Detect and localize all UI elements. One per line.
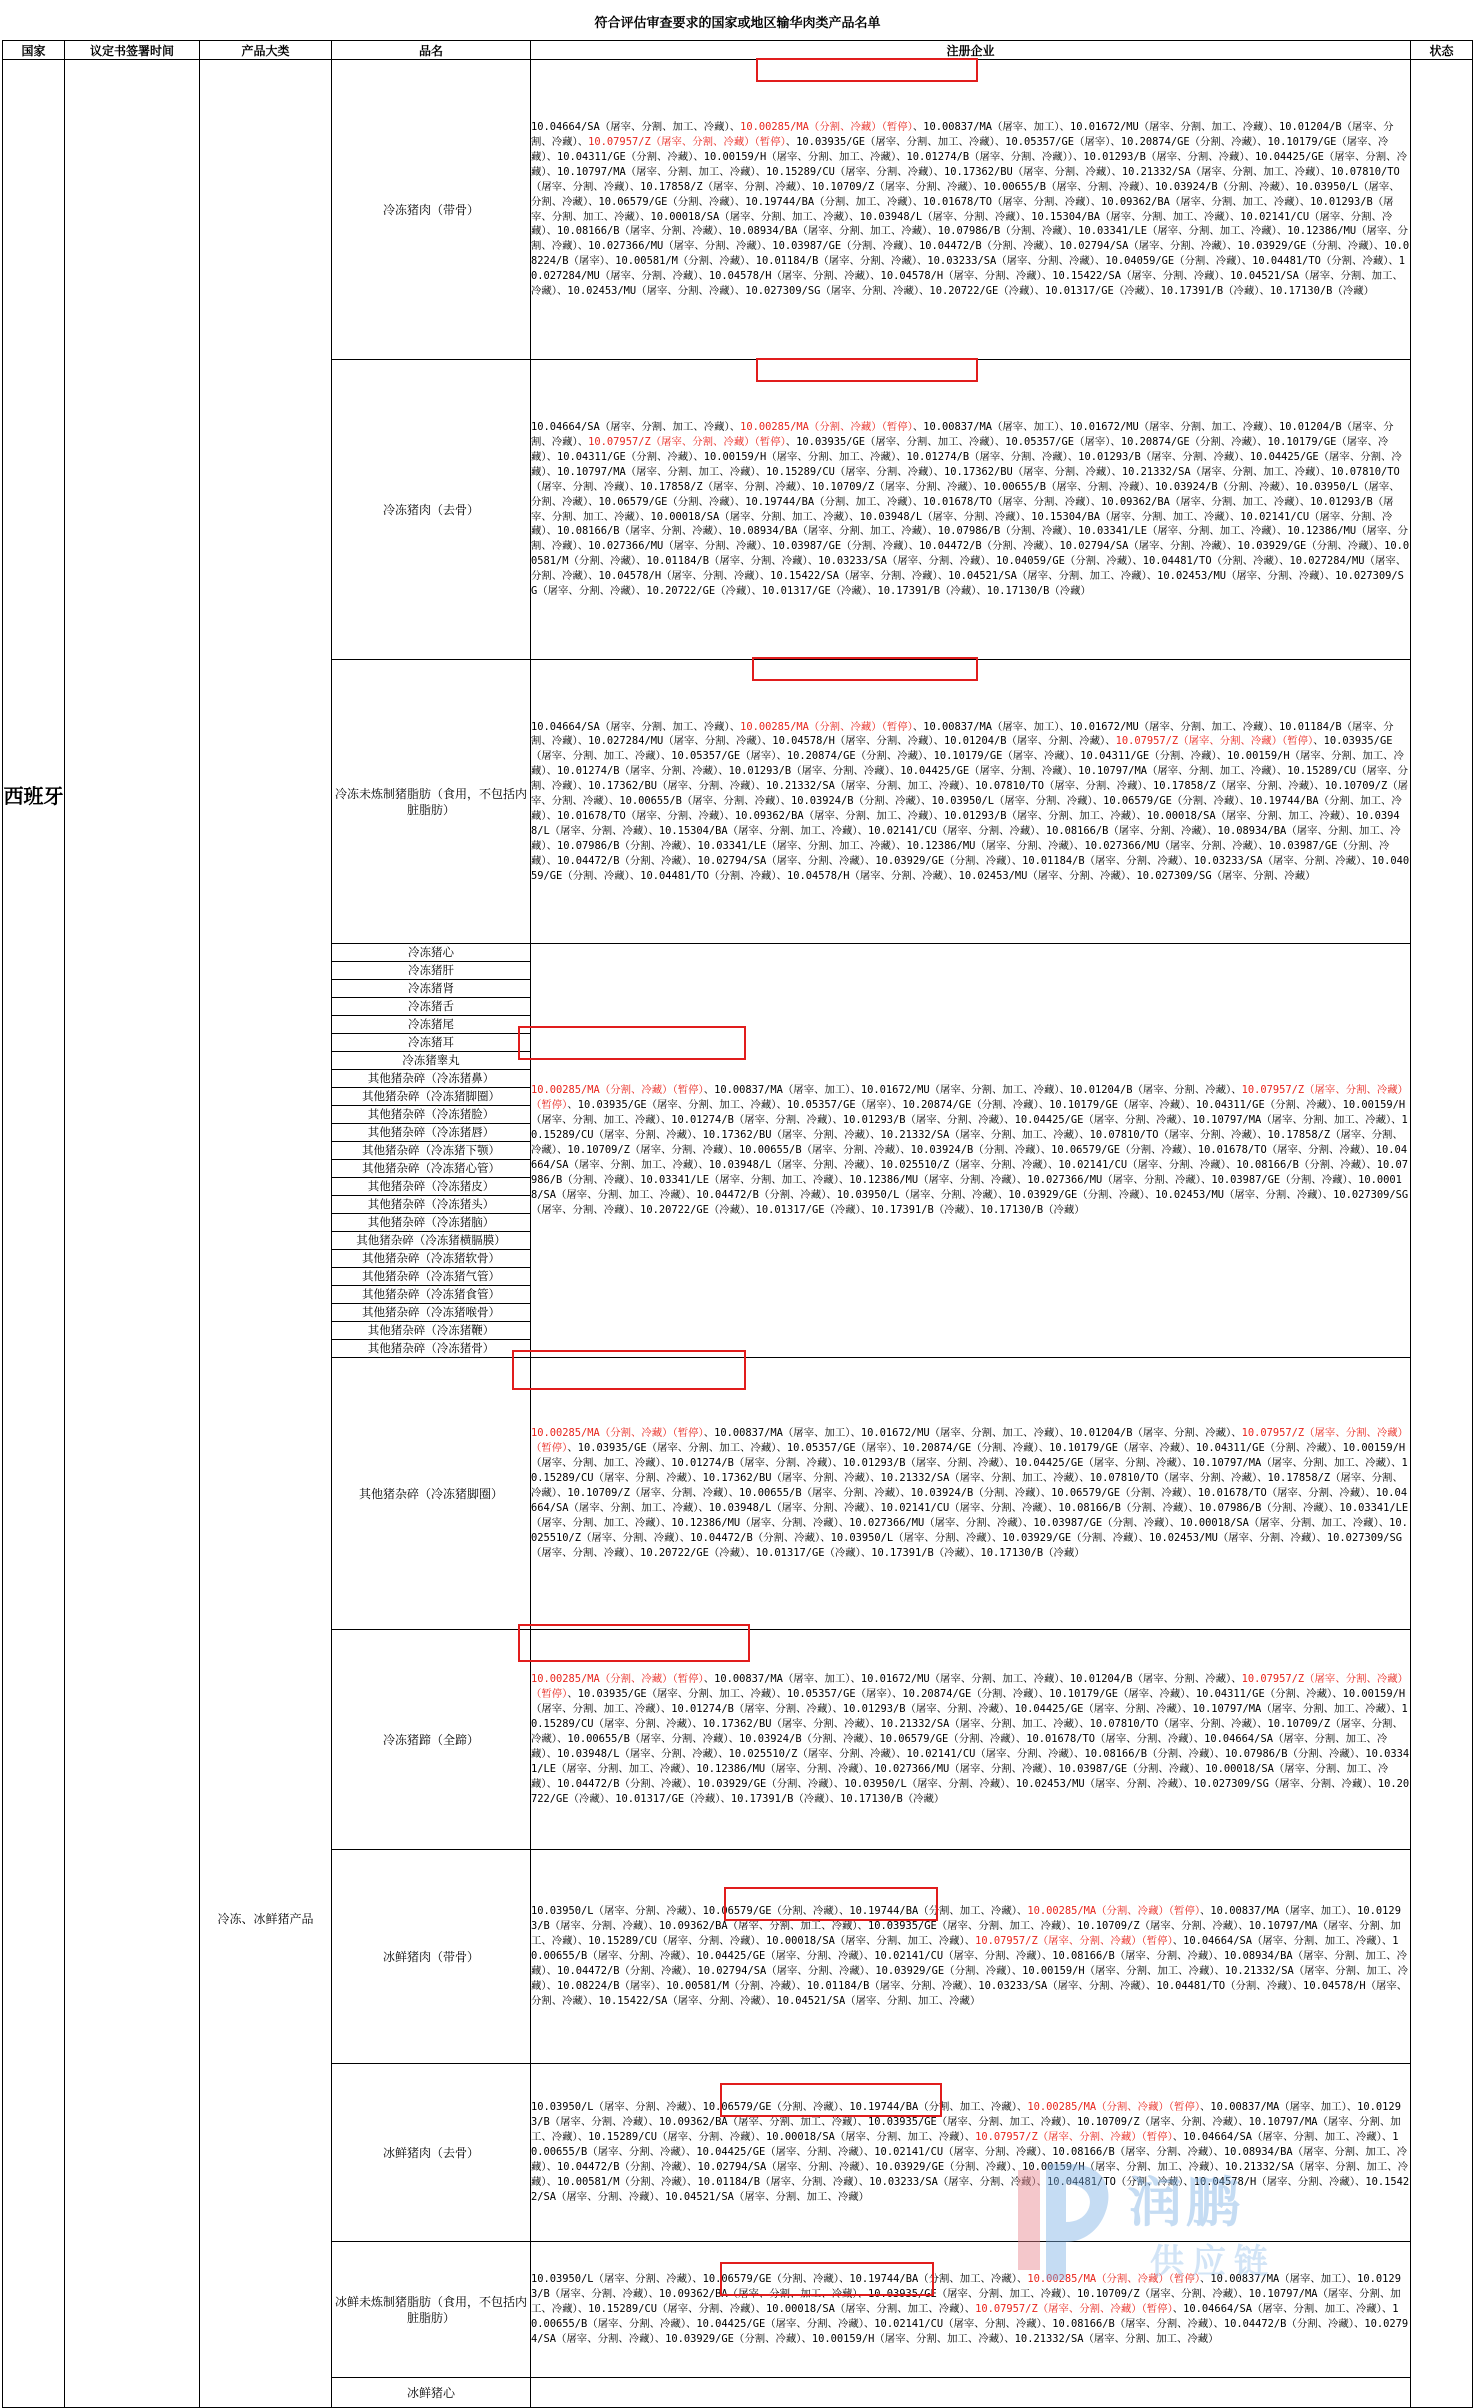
product-name-cell: 其他猪杂碎（冷冻猪唇） [332, 1124, 531, 1142]
enterprise-text: 、10.03935/GE（屠宰、分割、加工、冷藏）、10.05357/GE（屠宰）、10.20874/GE（分割、冷藏）、10.10179/GE（屠宰、冷藏）、10.04311/GE（分割、冷藏）、10.00159/H（屠宰、分割、加工、冷藏）、10.01274/B（屠宰、分割、冷藏）、10.01293/B（屠宰、分割、冷藏）、10.04425/GE（屠宰、分割、冷藏）、10.10797/MA（屠宰、分割、加工、冷藏）、10.15289/CU（屠宰、分割、冷藏）、10.17362/BU（屠宰、分割、冷藏）、10.21332/SA（屠宰、分割、加工、冷藏）、10.07810/TO（屠宰、分割、冷藏）、10.10709/Z（屠宰、分割、冷藏）、10.00655/B（屠宰、分割、冷藏）、10.03924/B（分割、冷藏）、10.06579/GE（分割、冷藏）、10.01678/TO（屠宰、分割、冷藏）、10.04664/SA（屠宰、分割、加工、冷藏）、10.03948/L（屠宰、分割、冷藏）、10.025510/Z（屠宰、分割、冷藏）、10.02141/CU（屠宰、分割、冷藏）、10.08166/B（分割、冷藏）、10.07986/B（分割、冷藏）、10.03341/LE（屠宰、分割、加工、冷藏）、10.12386/MU（屠宰、分割、冷藏）、10.027366/MU（屠宰、分割、冷藏）、10.03987/GE（分割、冷藏）、10.00018/SA（屠宰、分割、加工、冷藏）、10.04472/B（分割、冷藏）、10.03929/GE（分割、冷藏）、10.03950/L（屠宰、分割、冷藏）、10.02453/MU（屠宰、分割、冷藏）、10.027309/SG（屠宰、分割、冷藏）、10.20722/GE（冷藏）、10.01317/GE（冷藏）、10.17391/B（冷藏）、10.17130/B（冷藏） [531, 1688, 1410, 1805]
product-name-cell: 其他猪杂碎（冷冻猪脑） [332, 1214, 531, 1232]
suspended-enterprise-text: 10.00285/MA（分割、冷藏）（暂停） [531, 1084, 704, 1097]
product-name-cell: 其他猪杂碎（冷冻猪横膈膜） [332, 1232, 531, 1250]
product-name-cell: 冷冻猪睾丸 [332, 1052, 531, 1070]
enterprise-text: 、10.00837/MA（屠宰、加工）、10.01672/MU（屠宰、分割、加工、冷藏）、10.01204/B（屠宰、分割、冷藏）、 [703, 1673, 1242, 1686]
product-name-cell: 其他猪杂碎（冷冻猪软骨） [332, 1250, 531, 1268]
status-cell [1411, 60, 1473, 2408]
enterprise-text: 、10.03935/GE（屠宰、分割、加工、冷藏）、10.05357/GE（屠宰）、10.20874/GE（分割、冷藏）、10.10179/GE（屠宰、冷藏）、10.04311/GE（分割、冷藏）、10.00159/H（屠宰、分割、加工、冷藏）、10.01274/B（屠宰、分割、冷藏））、10.01293/B（屠宰、分割、冷藏）、10.04425/GE（屠宰、分割、冷藏）、10.10797/MA（屠宰、分割、加工、冷藏）、10.15289/CU（屠宰、分割、冷藏）、10.17362/BU（屠宰、分割、冷藏）、10.21332/SA（屠宰、分割、加工、冷藏）、10.07810/TO（屠宰、分割、冷藏）、10.17858/Z（屠宰、分割、冷藏）、10.10709/Z（屠宰、分割、冷藏）、10.00655/B（屠宰、分割、冷藏）、10.03924/B（分割、冷藏）、10.03950/L（屠宰、分割、冷藏）、10.06579/GE（分割、冷藏）、10.19744/BA（分割、加工、冷藏）、10.01678/TO（屠宰、分割、冷藏）、10.09362/BA（屠宰、分割、加工、冷藏）、10.01293/B（屠宰、分割、加工、冷藏）、10.00018/SA（屠宰、分割、加工、冷藏）、10.03948/L（屠宰、分割、冷藏）、10.15304/BA（屠宰、分割、加工、冷藏）、10.02141/CU（屠宰、分割、冷藏）、10.08166/B（屠宰、分割、冷藏）、10.08934/BA（屠宰、分割、加工、冷藏）、10.07986/B（分割、冷藏）、10.03341/LE（屠宰、分割、加工、冷藏）、10.12386/MU（屠宰、分割、冷藏）、10.027366/MU（屠宰、分割、冷藏）、10.03987/GE（分割、冷藏）、10.04472/B（分割、冷藏）、10.02794/SA（屠宰、分割、冷藏）、10.03929/GE（分割、冷藏）、10.08224/B（屠宰）、10.00581/M（分割、冷藏）、10.01184/B（屠宰、分割、冷藏）、10.03233/SA（屠宰、分割、冷藏）、10.04059/GE（分割、冷藏）、10.04481/TO（分割、冷藏）、10.027284/MU（屠宰、分割、冷藏）、10.04578/H（屠宰、分割、冷藏）、10.04578/H（屠宰、分割、冷藏）、10.15422/SA（屠宰、分割、冷藏）、10.04521/SA（屠宰、分割、加工、冷藏）、10.02453/MU（屠宰、分割、冷藏）、10.027309/SG（屠宰、分割、冷藏）、10.20722/GE（冷藏）、10.01317/GE（冷藏）、10.17391/B（冷藏）、10.17130/B（冷藏） [531, 135, 1410, 298]
enterprise-text: 、10.00837/MA（屠宰、加工）、10.01672/MU（屠宰、分割、加工、冷藏）、10.01204/B（屠宰、分割、冷藏）、 [703, 1427, 1242, 1440]
product-name-cell: 其他猪杂碎（冷冻猪食管） [332, 1286, 531, 1304]
header-country: 国家 [3, 41, 65, 60]
product-name-cell: 冷冻猪肉（去骨） [332, 360, 531, 660]
suspended-enterprise-text: 10.07957/Z（屠宰、分割、冷藏）（暂停） [531, 1427, 1409, 1455]
suspended-enterprise-text: 10.07957/Z（屠宰、分割、冷藏）（暂停） [975, 2303, 1173, 2316]
enterprise-text: 、10.00837/MA（屠宰、加工）、10.01672/MU（屠宰、分割、加工、冷藏）、10.01204/B（屠宰、分割、冷藏）、 [531, 421, 1394, 448]
enterprise-list-cell [531, 1358, 1411, 1630]
suspended-enterprise-text: 10.07957/Z（屠宰、分割、冷藏）（暂停） [531, 1673, 1409, 1701]
enterprise-text: 10.04664/SA（屠宰、分割、加工、冷藏）、 [531, 720, 741, 733]
enterprise-text: 、10.03935/GE（屠宰、分割、加工、冷藏）、10.05357/GE（屠宰）、10.20874/GE（分割、冷藏）、10.10179/GE（屠宰、冷藏）、10.04311/GE（分割、冷藏）、10.00159/H（屠宰、分割、加工、冷藏）、10.01274/B（屠宰、分割、冷藏）、10.01293/B（屠宰、分割、冷藏）、10.04425/GE（屠宰、分割、冷藏）、10.10797/MA（屠宰、分割、加工、冷藏）、10.15289/CU（屠宰、分割、冷藏）、10.17362/BU（屠宰、分割、冷藏）、10.21332/SA（屠宰、分割、加工、冷藏）、10.07810/TO（屠宰、分割、冷藏）、10.17858/Z（屠宰、分割、冷藏）、10.10709/Z（屠宰、分割、冷藏）、10.00655/B（屠宰、分割、冷藏）、10.03924/B（分割、冷藏）、10.03950/L（屠宰、分割、冷藏）、10.06579/GE（分割、冷藏）、10.19744/BA（分割、加工、冷藏）、10.01678/TO（屠宰、分割、冷藏）、10.09362/BA（屠宰、分割、加工、冷藏）、10.01293/B（屠宰、分割、加工、冷藏）、10.00018/SA（屠宰、分割、加工、冷藏）、10.03948/L（屠宰、分割、冷藏）、10.15304/BA（屠宰、分割、加工、冷藏）、10.02141/CU（屠宰、分割、冷藏）、10.08166/B（屠宰、分割、冷藏）、10.08934/BA（屠宰、分割、加工、冷藏）、10.07986/B（分割、冷藏）、10.03341/LE（屠宰、分割、加工、冷藏）、10.12386/MU（屠宰、分割、冷藏）、10.027366/MU（屠宰、分割、冷藏）、10.03987/GE（分割、冷藏）、10.04472/B（分割、冷藏）、10.02794/SA（屠宰、分割、冷藏）、10.03929/GE（分割、冷藏）、10.00581/M（分割、冷藏）、10.01184/B（屠宰、分割、冷藏）、10.03233/SA（屠宰、分割、冷藏）、10.04059/GE（分割、冷藏）、10.04481/TO（分割、冷藏）、10.027284/MU（屠宰、分割、冷藏）、10.04578/H（屠宰、分割、冷藏）、10.15422/SA（屠宰、分割、冷藏）、10.04521/SA（屠宰、分割、加工、冷藏）、10.02453/MU（屠宰、分割、冷藏）、10.027309/SG（屠宰、分割、冷藏）、10.20722/GE（冷藏）、10.01317/GE（冷藏）、10.17391/B（冷藏）、10.17130/B（冷藏） [531, 435, 1410, 598]
enterprise-text: 、10.00837/MA（屠宰、加工）、10.01672/MU（屠宰、分割、加工、冷藏）、10.01184/B（屠宰、分割、冷藏）、10.027284/MU（屠宰、分割、冷藏）、10.04578/H（屠宰、分割、冷藏）、10.01204/B（屠宰、分割、冷藏）、 [531, 720, 1394, 748]
category-cell: 冷冻、冰鲜猪产品 [200, 60, 332, 2408]
table-row [3, 60, 1473, 360]
watermark-text: 润鹏 [1128, 2171, 1244, 2234]
enterprise-text: 、10.04664/SA（屠宰、分割、加工、冷藏）、10.00655/B（屠宰、分割、冷藏）、10.04425/GE（屠宰、分割、冷藏）、10.02141/CU（屠宰、分割、冷藏）、10.08166/B（屠宰、分割、冷藏）、10.04472/B（分割、冷藏）、10.02794/SA（屠宰、分割、冷藏）、10.03929/GE（分割、冷藏）、10.00159/H（屠宰、分割、加工、冷藏）、10.21332/SA（屠宰、分割、加工、冷藏） [531, 2303, 1409, 2345]
suspended-enterprise-text: 10.07957/Z（屠宰、分割、冷藏）（暂停） [1115, 735, 1314, 748]
suspended-enterprise-text: 10.00285/MA（分割、冷藏）（暂停） [1027, 2273, 1201, 2286]
enterprise-text: 10.03950/L（屠宰、分割、冷藏）、10.06579/GE（分割、冷藏）、10.19744/BA（分割、加工、冷藏）、 [531, 2273, 1028, 2286]
table-header-row [3, 41, 1473, 60]
suspended-enterprise-text: 10.00285/MA（分割、冷藏）（暂停） [531, 1427, 704, 1440]
product-name-cell: 其他猪杂碎（冷冻猪喉骨） [332, 1304, 531, 1322]
product-name-cell: 其他猪杂碎（冷冻猪鼻） [332, 1070, 531, 1088]
product-name-cell: 其他猪杂碎（冷冻猪皮） [332, 1178, 531, 1196]
product-name-cell: 其他猪杂碎（冷冻猪骨） [332, 1340, 531, 1358]
suspended-enterprise-text: 10.07957/Z（屠宰、分割、冷藏）（暂停） [975, 1935, 1173, 1948]
enterprise-text: 、10.00837/MA（屠宰、加工）、10.01672/MU（屠宰、分割、加工、冷藏）、10.01204/B（屠宰、分割、冷藏）、 [531, 121, 1394, 148]
suspended-enterprise-text: 10.00285/MA（分割、冷藏）（暂停） [740, 720, 913, 733]
product-name-cell: 冷冻猪心 [332, 944, 531, 962]
product-name-cell: 冰鲜猪心 [332, 2378, 531, 2408]
enterprise-text: 10.04664/SA（屠宰、分割、加工、冷藏）、 [531, 121, 741, 134]
product-name-cell: 冷冻猪肾 [332, 980, 531, 998]
product-name-cell: 其他猪杂碎（冷冻猪脸） [332, 1106, 531, 1124]
document-title: 符合评估审查要求的国家或地区输华肉类产品名单 [594, 16, 881, 31]
enterprise-text: 、10.03935/GE（屠宰、分割、加工、冷藏）、10.05357/GE（屠宰）、10.20874/GE（分割、冷藏）、10.10179/GE（屠宰、冷藏）、10.04311/GE（分割、冷藏）、10.00159/H（屠宰、分割、加工、冷藏）、10.01274/B（屠宰、分割、冷藏）、10.01293/B（屠宰、分割、冷藏）、10.04425/GE（屠宰、分割、冷藏）、10.10797/MA（屠宰、分割、加工、冷藏）、10.15289/CU（屠宰、分割、冷藏）、10.17362/BU（屠宰、分割、冷藏）、10.21332/SA（屠宰、分割、加工、冷藏）、10.07810/TO（屠宰、分割、冷藏）、10.17858/Z（屠宰、分割、冷藏）、10.10709/Z（屠宰、分割、冷藏）、10.00655/B（屠宰、分割、冷藏）、10.03924/B（分割、冷藏）、10.03950/L（屠宰、分割、冷藏）、10.06579/GE（分割、冷藏）、10.19744/BA（分割、加工、冷藏）、10.01678/TO（屠宰、分割、冷藏）、10.09362/BA（屠宰、分割、加工、冷藏）、10.01293/B（屠宰、分割、加工、冷藏）、10.00018/SA（屠宰、分割、加工、冷藏）、10.03948/L（屠宰、分割、冷藏）、10.15304/BA（屠宰、分割、加工、冷藏）、10.02141/CU（屠宰、分割、冷藏）、10.08166/B（屠宰、分割、冷藏）、10.08934/BA（屠宰、分割、加工、冷藏）、10.07986/B（分割、冷藏）、10.03341/LE（屠宰、分割、加工、冷藏）、10.12386/MU（屠宰、分割、冷藏）、10.027366/MU（屠宰、分割、冷藏）、10.03987/GE（分割、冷藏）、10.04472/B（分割、冷藏）、10.02794/SA（屠宰、分割、冷藏）、10.03929/GE（分割、冷藏）、10.01184/B（屠宰、分割、冷藏）、10.03233/SA（屠宰、分割、冷藏）、10.04059/GE（分割、冷藏）、10.04481/TO（分割、冷藏）、10.04578/H（屠宰、分割、冷藏）、10.02453/MU（屠宰、分割、冷藏）、10.027309/SG（屠宰、分割、冷藏） [531, 735, 1410, 882]
product-name-cell: 其他猪杂碎（冷冻猪脚圈） [332, 1088, 531, 1106]
product-name-cell: 冷冻猪肝 [332, 962, 531, 980]
product-name-cell: 其他猪杂碎（冷冻猪脚圈） [332, 1358, 531, 1630]
header-product-name: 品名 [332, 41, 531, 60]
enterprise-text: 、10.00837/MA（屠宰、加工）、10.01293/B（屠宰、分割、冷藏）、10.09362/BA（屠宰、分割、加工、冷藏）、10.03935/GE（屠宰、分割、加工、冷藏）、10.10709/Z（屠宰、分割、冷藏）、10.10797/MA（屠宰、分割、加工、冷藏）、10.15289/CU（屠宰、分割、冷藏）、10.00018/SA（屠宰、分割、加工、冷藏）、 [531, 1905, 1401, 1948]
enterprise-list-cell [531, 2378, 1411, 2408]
enterprise-list-cell [531, 660, 1411, 944]
enterprise-text: 、10.00837/MA（屠宰、加工）、10.01293/B（屠宰、分割、冷藏）、10.09362/BA（屠宰、分割、加工、冷藏）、10.03935/GE（屠宰、分割、加工、冷藏）、10.10709/Z（屠宰、分割、冷藏）、10.10797/MA（屠宰、分割、加工、冷藏）、10.15289/CU（屠宰、分割、冷藏）、10.00018/SA（屠宰、分割、加工、冷藏）、 [531, 2101, 1401, 2144]
product-name-cell: 冷冻猪舌 [332, 998, 531, 1016]
suspended-enterprise-text: 10.00285/MA（分割、冷藏）（暂停） [531, 1673, 704, 1686]
enterprise-list-cell [531, 360, 1411, 660]
enterprise-text: 、10.00837/MA（屠宰、加工）、10.01672/MU（屠宰、分割、加工、冷藏）、10.01204/B（屠宰、分割、冷藏）、 [703, 1084, 1242, 1097]
header-status: 状态 [1411, 41, 1473, 60]
product-name-cell: 冰鲜未炼制猪脂肪（食用，不包括内脏脂肪） [332, 2242, 531, 2378]
enterprise-text: 、10.03935/GE（屠宰、分割、加工、冷藏）、10.05357/GE（屠宰）、10.20874/GE（分割、冷藏）、10.10179/GE（屠宰、冷藏）、10.04311/GE（分割、冷藏）、10.00159/H（屠宰、分割、加工、冷藏）、10.01274/B（屠宰、分割、冷藏）、10.01293/B（屠宰、分割、冷藏）、10.04425/GE（屠宰、分割、冷藏）、10.10797/MA（屠宰、分割、加工、冷藏）、10.15289/CU（屠宰、分割、冷藏）、10.17362/BU（屠宰、分割、冷藏）、10.21332/SA（屠宰、分割、加工、冷藏）、10.07810/TO（屠宰、分割、冷藏）、10.17858/Z（屠宰、分割、冷藏）、10.10709/Z（屠宰、分割、冷藏）、10.00655/B（屠宰、分割、冷藏）、10.03924/B（分割、冷藏）、10.06579/GE（分割、冷藏）、10.01678/TO（屠宰、分割、冷藏）、10.04664/SA（屠宰、分割、加工、冷藏）、10.03948/L（屠宰、分割、冷藏）、10.025510/Z（屠宰、分割、冷藏）、10.02141/CU（屠宰、分割、冷藏）、10.08166/B（分割、冷藏）、10.07986/B（分割、冷藏）、10.03341/LE（屠宰、分割、加工、冷藏）、10.12386/MU（屠宰、分割、冷藏）、10.027366/MU（屠宰、分割、冷藏）、10.03987/GE（分割、冷藏）、10.00018/SA（屠宰、分割、加工、冷藏）、10.04472/B（分割、冷藏）、10.03950/L（屠宰、分割、冷藏）、10.03929/GE（分割、冷藏）、10.02453/MU（屠宰、分割、冷藏）、10.027309/SG（屠宰、分割、冷藏）、10.20722/GE（冷藏）、10.01317/GE（冷藏）、10.17391/B（冷藏）、10.17130/B（冷藏） [531, 1099, 1409, 1216]
suspended-enterprise-text: 10.00285/MA（分割、冷藏）（暂停） [1027, 2101, 1201, 2114]
enterprise-text: 、10.00837/MA（屠宰、加工）、10.01293/B（屠宰、分割、冷藏）、10.09362/BA（屠宰、分割、加工、冷藏）、10.03935/GE（屠宰、分割、加工、冷藏）、10.10709/Z（屠宰、分割、冷藏）、10.10797/MA（屠宰、分割、加工、冷藏）、10.15289/CU（屠宰、分割、冷藏）、10.00018/SA（屠宰、分割、加工、冷藏）、 [531, 2273, 1401, 2316]
enterprise-text: 、10.04664/SA（屠宰、分割、加工、冷藏）、10.00655/B（屠宰、分割、冷藏）、10.04425/GE（屠宰、分割、冷藏）、10.02141/CU（屠宰、分割、冷藏）、10.08166/B（屠宰、分割、冷藏）、10.08934/BA（屠宰、分割、加工、冷藏）、10.04472/B（分割、冷藏）、10.02794/SA（屠宰、分割、冷藏）、10.03929/GE（分割、冷藏）、10.00159/H（屠宰、分割、加工、冷藏）、10.21332/SA（屠宰、分割、加工、冷藏）、10.08224/B（屠宰）、10.00581/M（分割、冷藏）、10.01184/B（屠宰、分割、冷藏）、10.03233/SA（屠宰、分割、冷藏）、10.04481/TO（分割、冷藏）、10.04578/H（屠宰、分割、冷藏）、10.15422/SA（屠宰、分割、冷藏）、10.04521/SA（屠宰、分割、加工、冷藏） [531, 1935, 1409, 2007]
suspended-enterprise-text: 10.00285/MA（分割、冷藏）（暂停） [740, 121, 913, 134]
product-name-cell: 冷冻未炼制猪脂肪（食用，不包括内脏脂肪） [332, 660, 531, 944]
enterprise-text: 10.03950/L（屠宰、分割、冷藏）、10.06579/GE（分割、冷藏）、10.19744/BA（分割、加工、冷藏）、 [531, 2101, 1028, 2114]
enterprise-text: 、10.03935/GE（屠宰、分割、加工、冷藏）、10.05357/GE（屠宰）、10.20874/GE（分割、冷藏）、10.10179/GE（屠宰、冷藏）、10.04311/GE（分割、冷藏）、10.00159/H（屠宰、分割、加工、冷藏）、10.01274/B（屠宰、分割、冷藏）、10.01293/B（屠宰、分割、冷藏）、10.04425/GE（屠宰、分割、冷藏）、10.10797/MA（屠宰、分割、加工、冷藏）、10.15289/CU（屠宰、分割、冷藏）、10.17362/BU（屠宰、分割、冷藏）、10.21332/SA（屠宰、分割、加工、冷藏）、10.07810/TO（屠宰、分割、冷藏）、10.17858/Z（屠宰、分割、冷藏）、10.10709/Z（屠宰、分割、冷藏）、10.00655/B（屠宰、分割、冷藏）、10.03924/B（分割、冷藏）、10.06579/GE（分割、冷藏）、10.01678/TO（屠宰、分割、冷藏）、10.04664/SA（屠宰、分割、加工、冷藏）、10.03948/L（屠宰、分割、冷藏）、10.02141/CU（屠宰、分割、冷藏）、10.08166/B（分割、冷藏）、10.07986/B（分割、冷藏）、10.03341/LE（屠宰、分割、加工、冷藏）、10.12386/MU（屠宰、分割、冷藏）、10.027366/MU（屠宰、分割、冷藏）、10.03987/GE（分割、冷藏）、10.00018/SA（屠宰、分割、加工、冷藏）、10.025510/Z（屠宰、分割、冷藏）、10.04472/B（分割、冷藏）、10.03950/L（屠宰、分割、冷藏）、10.03929/GE（分割、冷藏）、10.02453/MU（屠宰、分割、冷藏）、10.027309/SG（屠宰、分割、冷藏）、10.20722/GE（冷藏）、10.01317/GE（冷藏）、10.17391/B（冷藏）、10.17130/B（冷藏） [531, 1442, 1409, 1559]
product-name-cell: 冰鲜猪肉（去骨） [332, 2064, 531, 2242]
header-category: 产品大类 [200, 41, 332, 60]
enterprise-text: 10.03950/L（屠宰、分割、冷藏）、10.06579/GE（分割、冷藏）、10.19744/BA（分割、加工、冷藏）、 [531, 1905, 1028, 1918]
product-name-cell: 其他猪杂碎（冷冻猪下颚） [332, 1142, 531, 1160]
header-protocol-date: 议定书签署时间 [65, 41, 200, 60]
product-name-cell: 其他猪杂碎（冷冻猪气管） [332, 1268, 531, 1286]
product-name-cell: 冷冻猪耳 [332, 1034, 531, 1052]
enterprise-list-cell [531, 2242, 1411, 2378]
product-list-table [2, 40, 1473, 2408]
suspended-enterprise-text: 10.07957/Z（屠宰、分割、冷藏）（暂停） [531, 1084, 1409, 1112]
enterprise-list-cell [531, 1850, 1411, 2064]
enterprise-list-cell [531, 2064, 1411, 2242]
product-name-cell: 冷冻猪肉（带骨） [332, 60, 531, 360]
enterprise-text: 、10.04664/SA（屠宰、分割、加工、冷藏）、10.00655/B（屠宰、分割、冷藏）、10.04425/GE（屠宰、分割、冷藏）、10.02141/CU（屠宰、分割、冷藏）、10.08166/B（屠宰、分割、冷藏）、10.08934/BA（屠宰、分割、加工、冷藏）、10.04472/B（分割、冷藏）、10.02794/SA（屠宰、分割、冷藏）、10.03929/GE（分割、冷藏）、10.00159/H（屠宰、分割、加工、冷藏）、10.21332/SA（屠宰、分割、加工、冷藏）、10.00581/M（分割、冷藏）、10.01184/B（屠宰、分割、冷藏）、10.03233/SA（屠宰、分割、冷藏）、10.04481/TO（分割、冷藏）、10.04578/H（屠宰、分割、冷藏）、10.15422/SA（屠宰、分割、冷藏）、10.04521/SA（屠宰、分割、加工、冷藏） [531, 2131, 1410, 2203]
product-name-cell: 冰鲜猪肉（带骨） [332, 1850, 531, 2064]
protocol-date-cell [65, 60, 200, 2408]
suspended-enterprise-text: 10.07957/Z（屠宰、分割、冷藏）（暂停） [588, 435, 786, 448]
country-cell: 西班牙 [3, 60, 65, 2408]
product-name-cell: 冷冻猪尾 [332, 1016, 531, 1034]
product-name-cell: 其他猪杂碎（冷冻猪心管） [332, 1160, 531, 1178]
header-registered-enterprises: 注册企业 [531, 41, 1411, 60]
enterprise-list-cell [531, 60, 1411, 360]
suspended-enterprise-text: 10.07957/Z（屠宰、分割、冷藏）（暂停） [588, 135, 786, 148]
enterprise-text: 10.04664/SA（屠宰、分割、加工、冷藏）、 [531, 421, 741, 434]
product-name-cell: 其他猪杂碎（冷冻猪头） [332, 1196, 531, 1214]
product-name-cell: 冷冻猪蹄（全蹄） [332, 1630, 531, 1850]
suspended-enterprise-text: 10.00285/MA（分割、冷藏）（暂停） [740, 421, 913, 434]
suspended-enterprise-text: 10.07957/Z（屠宰、分割、冷藏）（暂停） [975, 2131, 1173, 2144]
watermark-subtext: 供应链 [1150, 2242, 1276, 2282]
enterprise-list-cell [531, 944, 1411, 1358]
suspended-enterprise-text: 10.00285/MA（分割、冷藏）（暂停） [1027, 1905, 1201, 1918]
product-name-cell: 其他猪杂碎（冷冻猪鞭） [332, 1322, 531, 1340]
enterprise-list-cell [531, 1630, 1411, 1850]
